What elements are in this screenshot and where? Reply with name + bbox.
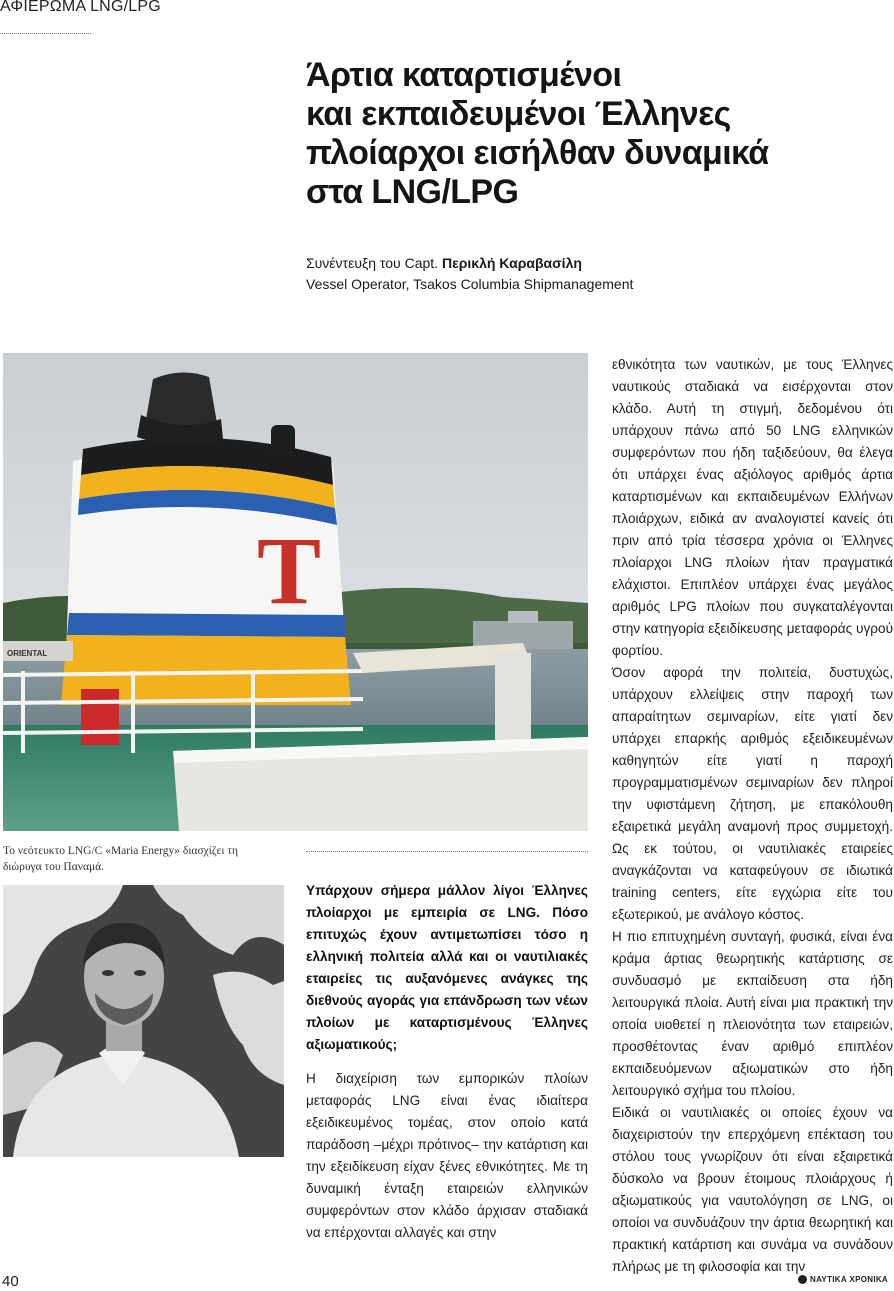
answer-paragraph: Η πιο επιτυχημένη συνταγή, φυσικά, είναι ένα κράμα άρτιας θεωρητικής κατάρτισης σε συνδυασμό με εκπαίδευση στα ήδη λειτουργικά πλοία. Αυτή είναι μια πρακτική την οποία υιοθετεί η πλειονότητα των εταιρειών, προσθέτοντας έναν αριθμό επιπλέον εκπαιδευόμενων αξιωματικών στο ήδη λειτουργικό σχήμα του πλοίου. [612, 929, 893, 1098]
publication-brand [798, 1275, 888, 1284]
page-number: 40 [2, 1273, 19, 1290]
interviewee-name: Περικλή Καραβασίλη [441, 255, 582, 271]
title-line: πλοίαρχοι εισήλθαν δυναμικά [306, 134, 769, 172]
brand-name: ΝΑΥΤΙΚΑ ΧΡΟΝΙΚΑ [810, 1275, 888, 1284]
answer-paragraph: εθνικότητα των ναυτικών, με τους Έλληνες ναυτικούς σταδιακά να εισέρχονται στον κλάδο. Αυτή τη στιγμή, δεδομένου ότι υπάρχουν πάνω από 50 LNG ελληνικών συμφερόντων που ήδη ταξιδεύουν, θα έλεγα ότι υπάρχει ένας αξιόλογος αριθμός άρτια καταρτισμένων και εκπαιδευμένων Ελλήνων πλοιάρχων, ειδικά αν αναλογιστεί κανείς ότι πριν από τρία τέσσερα χρόνια οι Έλληνες πλοίαρχοι LNG πλοίων ήταν πραγματικά ελάχιστοι. Επιπλέον υπάρχει ένας μεγάλος αριθμός LPG πλοίων που συγκαταλέγονται στην κατηγορία εξειδίκευσης μεταφοράς υγρού φορτίου. [612, 357, 893, 658]
section-label: ΑΦΙΕΡΩΜΑ LNG/LPG [0, 0, 161, 15]
title-line: στα LNG/LPG [306, 173, 519, 211]
byline [306, 253, 866, 295]
right-column [612, 354, 893, 1278]
interview-question: Υπάρχουν σήμερα μάλλον λίγοι Έλληνες πλοίαρχοι με εμπειρία σε LNG. Πόσο επιτυχώς έχουν αντιμετωπίσει τόσο η ελληνική πολιτεία αλλά και οι ναυτιλιακές εταιρείες τις αυξανόμενες ανάγκες της διεθνούς αγοράς για επάνδρωση των νέων πλοίων με καταρτισμένους Έλληνες αξιωματικούς; [306, 883, 588, 1052]
ship-illustration [3, 353, 588, 831]
section-divider [0, 33, 91, 34]
title-line: και εκπαιδευμένοι Έλληνες [306, 95, 731, 133]
ship-sign-text: ORIENTAL [7, 649, 48, 658]
ship-photo [3, 353, 588, 831]
portrait-illustration [3, 885, 284, 1157]
ship-photo-caption: Το νεότευκτο LNG/C «Maria Energy» διασχίζει τη διώρυγα του Παναμά. [3, 845, 239, 873]
answer-paragraph: Η διαχείριση των εμπορικών πλοίων μεταφοράς LNG είναι ένας ιδιαίτερα εξειδικευμένος τομέας, στον οποίο κατά παράδοση –μέχρι πρότινος– την κατάρτιση και την εξειδίκευση είχαν ξένες εθνικότητες. Με τη δυναμική ένταξη εταιρειών ελληνικών συμφερόντων στον κλάδο άρχισαν σταδιακά να επέρχονται αλλαγές και στην [306, 1071, 588, 1240]
byline-prefix: Συνέντευξη του Capt. [306, 255, 442, 271]
title-line: Άρτια καταρτισμένοι [306, 56, 622, 94]
brand-logo-icon [798, 1275, 807, 1284]
interviewee-portrait [3, 885, 284, 1157]
funnel-letter: T [256, 517, 322, 624]
column-divider [306, 851, 588, 852]
answer-paragraph: Όσον αφορά την πολιτεία, δυστυχώς, υπάρχουν ελλείψεις στην παροχή των απαραίτητων σεμιναρίων, είτε γιατί δεν υπάρχει επαρκής αριθμός εξειδικευμένων καθηγητών είτε γιατί η παροχή προγραμματισμένων σεμιναρίων δεν πληροί την υφιστάμενη ζήτηση, με επακόλουθη εξαιρετικά μεγάλη αναμονή προς συμμετοχή. Ως εκ τούτου, οι ναυτιλιακές εταιρείες αναγκάζονται να καταφεύγουν σε ιδιωτικά training centers, είτε εγχώρια είτε του εξωτερικού, με ανάλογο κόστος. [612, 665, 893, 922]
byline-interview [306, 253, 866, 274]
answer-paragraph: Ειδικά οι ναυτιλιακές οι οποίες έχουν να διαχειριστούν την επερχόμενη επέκταση του στόλου τους γνωρίζουν ότι είναι εξαιρετικά δύσκολο να βρουν έτοιμους πλοιάρχους ή αξιωματικούς για ναυτολόγηση σε LNG, οι οποίοι να συνδυάζουν την άρτια θεωρητική και πρακτική κατάρτιση και συνάμα να συνάδουν πλήρως με τη φιλοσοφία και την [612, 1105, 893, 1274]
article-title [306, 56, 866, 212]
interviewee-role: Vessel Operator, Tsakos Columbia Shipmanagement [306, 276, 634, 292]
